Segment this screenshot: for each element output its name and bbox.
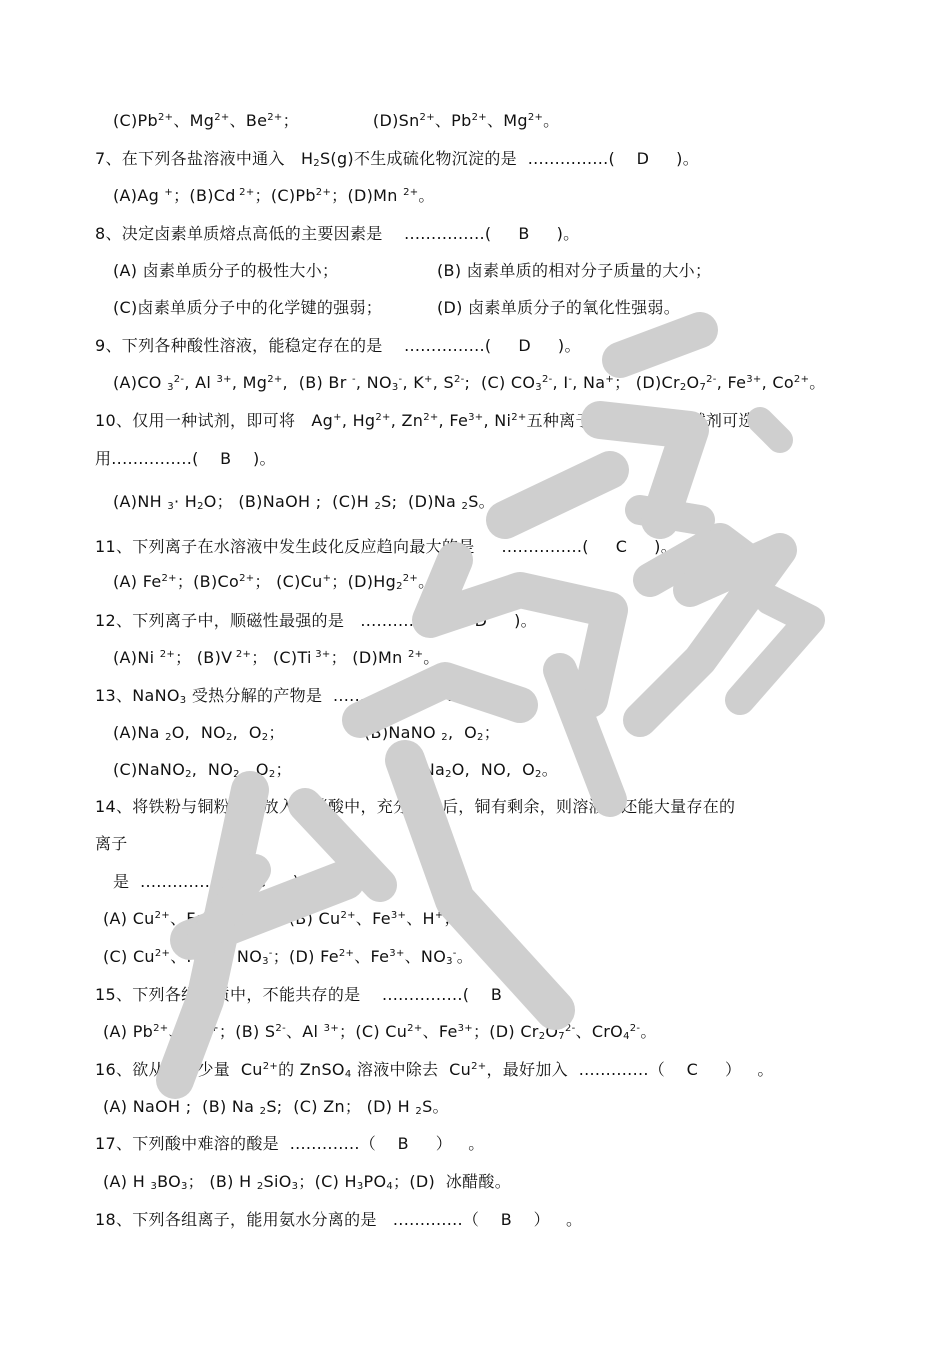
text-line: (C)NaNO$_2$, $NO_2$, $O_2$；	[113, 760, 292, 780]
text-line: (A)Na $_2$O, $NO_2$, $O_2$；	[113, 723, 285, 743]
text-line: (A) H $_3BO_3$； (B) H $_2$SiO$_3$；(C) $H_3PO_4$；(D) 冰醋酸。	[103, 1172, 512, 1192]
text-line: 15、下列各组物质中，不能共存的是 ...............( B )。	[95, 985, 552, 1004]
text-line: 7、在下列各盐溶液中通入 $H_2S(g)$不生成硫化物沉淀的是 ...............( D )。	[95, 149, 699, 169]
text-line: $(D)Na_2O$, NO, $O_2$。	[397, 760, 558, 780]
text-line: (D) 卤素单质分子的氧化性强弱。	[437, 298, 680, 317]
text-line: (A) NaOH ; (B) Na $_2$S; (C) Zn； (D) H $_2$S。	[103, 1097, 449, 1117]
text-line: 10、仅用一种试剂，即可将 Ag+, $Hg^{2+}$, $Zn^{2+}$, $Fe^{3+}$, $Ni^{2+}$五种离子区分开，这种试剂可选	[95, 411, 755, 430]
text-line: (C) $Cu^{2+}$、$Fe^{2+}$、$NO_3^-$；(D) $Fe^{2+}$、$Fe^{3+}$、$NO_3^-$。	[103, 947, 473, 967]
text-line: (C)卤素单质分子中的化学键的强弱；	[113, 298, 383, 317]
text-line: 是 ...............( C )。	[113, 872, 316, 891]
text-line: (A)NH $_3\cdot H_2O$； (B)NaOH ; (C)H $_2$S; (D)Na $_2$S。	[113, 492, 495, 512]
text-line: 12、下列离子中，顺磁性最强的是 ...............( D )。	[95, 611, 537, 630]
text-line: (A) $Cu^{2+}$、$Fe^{3+}$、$NO_3^-$；(B) $Cu^{2+}$、$Fe^{3+}$、H+；	[103, 909, 460, 929]
text-line: 14、将铁粉与铜粉一起放入热硝酸中，充分反应后，铜有剩余，则溶液中还能大量存在的	[95, 797, 736, 816]
text-line: 8、决定卤素单质熔点高低的主要因素是 ...............( B )。	[95, 224, 580, 243]
text-line: 离子	[95, 834, 128, 853]
text-line: (A) $Pb^{2+}$、$Fe^{3+}$；(B) $S^{2-}$、Al $^{3+}$；(C) $Cu^{2+}$、$Fe^{3+}$；(D) $Cr_2O_7^{2-}$、CrO$_4^{2-}$。	[103, 1022, 657, 1042]
text-line: 13、NaNO$_3$ 受热分解的产物是 ...............( B )。	[95, 686, 509, 706]
text-line: (A)CO $_3^{2-}$, Al $^{3+}$, $Mg^{2+}$, (B) Br -, $NO_3^-$, K+, $S^{2-}$; (C) $CO_3^{2-}$, I-, Na+； $(D)Cr_2O_7^{2-}$, $Fe^{3+}$, $Co^{2+}$。	[113, 373, 826, 393]
text-line: (A) $Fe^{2+}$；$(B)Co^{2+}$； (C)Cu+；$(D)Hg_2^{2+}$。	[113, 572, 435, 592]
text-line: $(C)Pb^{2+}$、$Mg^{2+}$、$Be^{2+}$； $(D)Sn^{2+}$、$Pb^{2+}$、$Mg^{2+}$。	[113, 111, 560, 130]
text-line: 17、下列酸中难溶的酸是 .............（ B ） 。	[95, 1134, 485, 1153]
text-line: (A)Ag +；(B)Cd $^{2+}$；$(C)Pb^{2+}$；(D)Mn $^{2+}$。	[113, 186, 435, 205]
text-line: (B) 卤素单质的相对分子质量的大小；	[437, 261, 712, 280]
text-line: (B)NaNO $_2$, $O_2$；	[364, 723, 501, 743]
text-line: 18、下列各组离子，能用氨水分离的是 .............（ B ） 。	[95, 1210, 583, 1229]
text-line: 11、下列离子在水溶液中发生歧化反应趋向最大的是 ...............( C )。	[95, 537, 677, 556]
text-line: (A) 卤素单质分子的极性大小；	[113, 261, 339, 280]
text-line: 9、下列各种酸性溶液，能稳定存在的是 ...............( D )。	[95, 336, 581, 355]
text-line: 16、欲从含有少量 $Cu^{2+}$的 ZnSO$_4$ 溶液中除去 $Cu^{2+}$，最好加入 .............（ C ） 。	[95, 1060, 774, 1080]
text-line: 用...............( B )。	[95, 449, 276, 468]
text-line: (A)Ni $^{2+}$； (B)V $^{2+}$； (C)Ti $^{3+}$； (D)Mn $^{2+}$。	[113, 648, 440, 667]
